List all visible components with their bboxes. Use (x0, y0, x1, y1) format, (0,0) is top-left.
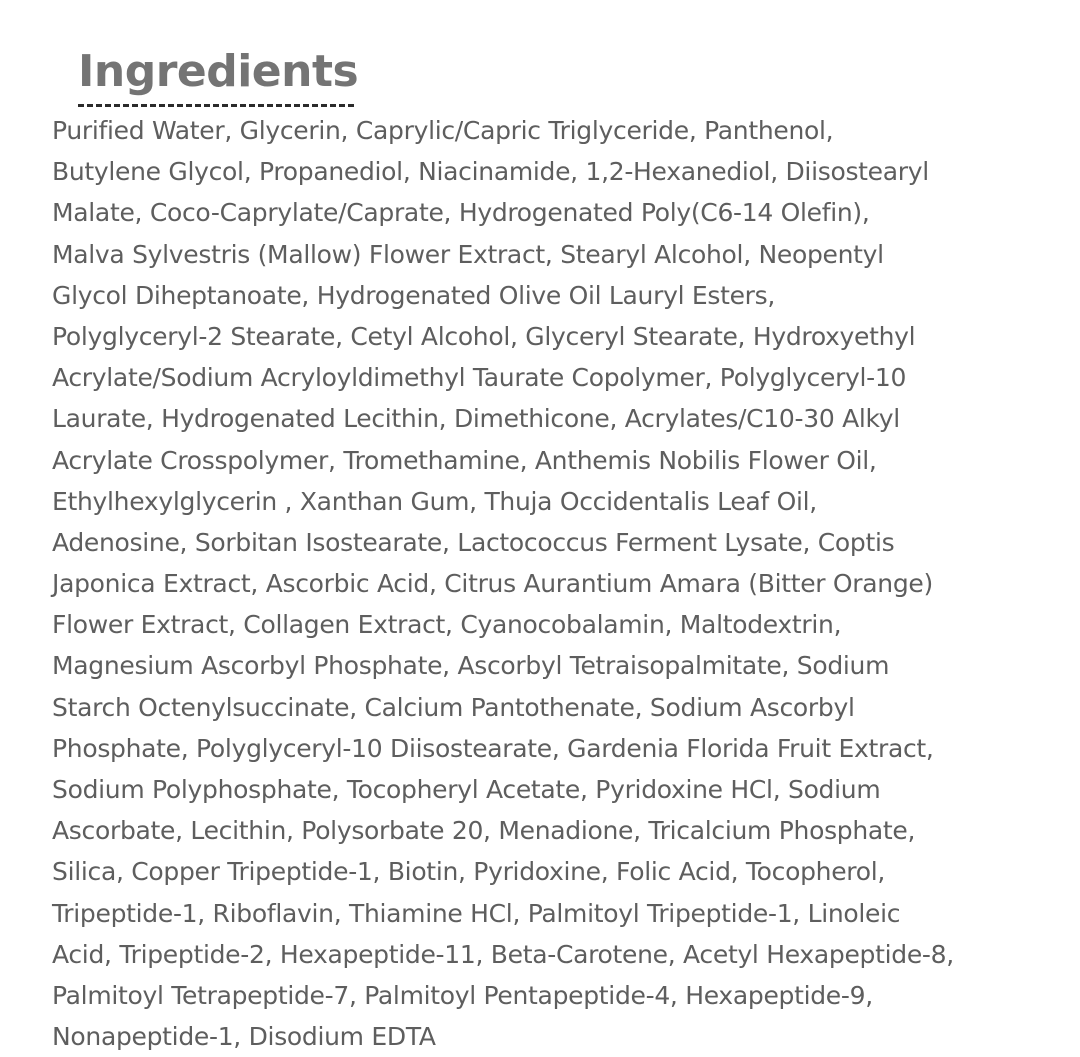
ingredients-line: Laurate, Hydrogenated Lecithin, Dimethicone, Acrylates/C10-30 Alkyl (52, 404, 900, 434)
ingredients-line: Acrylate Crosspolymer, Tromethamine, Anthemis Nobilis Flower Oil, (52, 445, 877, 475)
ingredients-line: Glycol Diheptanoate, Hydrogenated Olive Oil Lauryl Esters, (52, 280, 776, 310)
page-title: Ingredients (78, 46, 359, 97)
ingredients-line: Nonapeptide-1, Disodium EDTA (52, 1022, 436, 1052)
ingredients-line: Silica, Copper Tripeptide-1, Biotin, Pyridoxine, Folic Acid, Tocopherol, (52, 857, 886, 887)
ingredients-line: Adenosine, Sorbitan Isostearate, Lactococcus Ferment Lysate, Coptis (52, 527, 895, 557)
ingredients-line: Sodium Polyphosphate, Tocopheryl Acetate, Pyridoxine HCl, Sodium (52, 775, 881, 804)
ingredients-list (52, 110, 954, 1057)
ingredients-line: Acrylate/Sodium Acryloyldimethyl Taurate Copolymer, Polyglyceryl-10 (52, 363, 907, 393)
ingredients-line: Ascorbate, Lecithin, Polysorbate 20, Menadione, Tricalcium Phosphate, (52, 816, 916, 846)
title-dashed-underline (78, 104, 354, 107)
ingredients-line: Starch Octenylsuccinate, Calcium Pantothenate, Sodium Ascorbyl (52, 692, 855, 722)
title-block (78, 44, 368, 100)
ingredients-line: Purified Water, Glycerin, Caprylic/Capric Triglyceride, Panthenol, (52, 116, 834, 145)
ingredients-line: Ethylhexylglycerin , Xanthan Gum, Thuja Occidentalis Leaf Oil, (52, 486, 817, 516)
ingredients-line: Polyglyceryl-2 Stearate, Cetyl Alcohol, Glyceryl Stearate, Hydroxyethyl (52, 321, 916, 351)
ingredients-line: Palmitoyl Tetrapeptide-7, Palmitoyl Pentapeptide-4, Hexapeptide-9, (52, 980, 873, 1010)
ingredients-line: Malate, Coco-Caprylate/Caprate, Hydrogenated Poly(C6-14 Olefin), (52, 198, 870, 228)
ingredients-line: Phosphate, Polyglyceryl-10 Diisostearate, Gardenia Florida Fruit Extract, (52, 733, 934, 763)
ingredients-line: Butylene Glycol, Propanediol, Niacinamide, 1,2-Hexanediol, Diisostearyl (52, 157, 929, 187)
ingredients-line: Tripeptide-1, Riboflavin, Thiamine HCl, Palmitoyl Tripeptide-1, Linoleic (52, 898, 901, 928)
ingredients-line: Japonica Extract, Ascorbic Acid, Citrus Aurantium Amara (Bitter Orange) (52, 569, 933, 599)
ingredients-line: Malva Sylvestris (Mallow) Flower Extract, Stearyl Alcohol, Neopentyl (52, 239, 884, 269)
ingredients-line: Flower Extract, Collagen Extract, Cyanocobalamin, Maltodextrin, (52, 610, 842, 640)
ingredients-line: Acid, Tripeptide-2, Hexapeptide-11, Beta-Carotene, Acetyl Hexapeptide-8, (52, 939, 954, 969)
ingredients-line: Magnesium Ascorbyl Phosphate, Ascorbyl Tetraisopalmitate, Sodium (52, 651, 890, 681)
